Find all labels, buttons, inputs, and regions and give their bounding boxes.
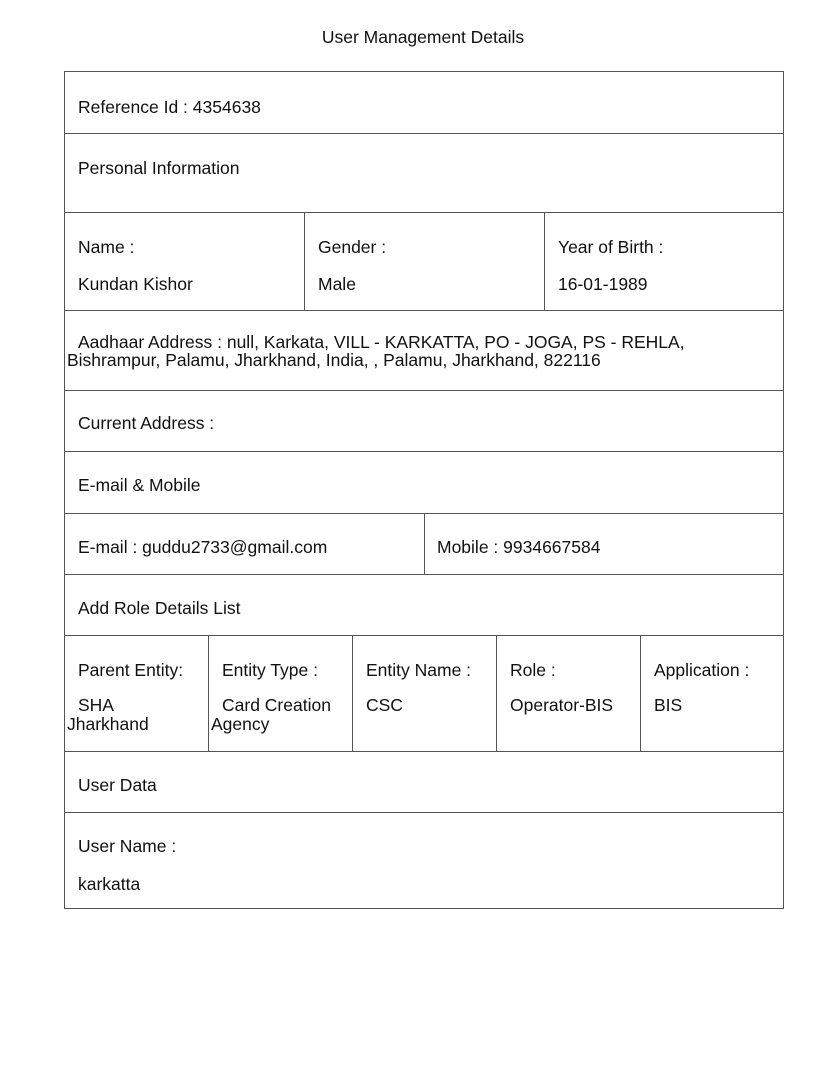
mobile-cell (425, 514, 783, 574)
username-label: User Name : (78, 836, 177, 856)
role-value: Operator-BIS (510, 695, 614, 715)
entity-type-value-line2: Agency (211, 714, 270, 734)
name-label: Name : (78, 237, 135, 257)
yob-value: 16-01-1989 (558, 274, 648, 294)
mobile-value: Mobile : 9934667584 (437, 537, 601, 557)
entity-name-label: Entity Name : (366, 660, 472, 680)
personal-info-heading: Personal Information (78, 158, 240, 178)
aadhaar-address (67, 333, 685, 369)
entity-type-value-line1: Card Creation (222, 695, 331, 715)
parent-entity-value-line2: Jharkhand (67, 714, 149, 734)
aadhaar-address-row (65, 311, 783, 391)
yob-cell (545, 213, 783, 310)
details-table (64, 71, 784, 909)
username-row (65, 813, 783, 908)
role-heading: Add Role Details List (78, 598, 241, 618)
personal-details-row (65, 213, 783, 311)
parent-entity-cell (65, 636, 209, 751)
entity-name-value: CSC (366, 695, 403, 715)
document-title: User Management Details (321, 27, 525, 47)
application-value: BIS (654, 695, 683, 715)
application-cell (641, 636, 783, 751)
entity-type-cell (209, 636, 353, 751)
gender-label: Gender : (318, 237, 387, 257)
entity-name-cell (353, 636, 497, 751)
aadhaar-address-line1: Aadhaar Address : null, Karkata, VILL - KARKATTA, PO - JOGA, PS - REHLA, (78, 332, 685, 352)
yob-label: Year of Birth : (558, 237, 664, 257)
current-address: Current Address : (78, 413, 215, 433)
user-data-heading: User Data (78, 775, 157, 795)
role-details-row (65, 636, 783, 752)
email-value: E-mail : guddu2733@gmail.com (78, 537, 328, 557)
role-label: Role : (510, 660, 556, 680)
user-data-heading-row (65, 752, 783, 813)
name-value: Kundan Kishor (78, 274, 193, 294)
role-heading-row (65, 575, 783, 636)
username-value: karkatta (78, 874, 141, 894)
parent-entity-label: Parent Entity: (78, 660, 184, 680)
contact-heading: E-mail & Mobile (78, 475, 201, 495)
entity-type-label: Entity Type : (222, 660, 318, 680)
aadhaar-address-line2: Bishrampur, Palamu, Jharkhand, India, , Palamu, Jharkhand, 822116 (67, 350, 601, 370)
name-cell (65, 213, 305, 310)
reference-id: Reference Id : 4354638 (78, 97, 261, 117)
role-cell (497, 636, 641, 751)
email-cell (65, 514, 425, 574)
current-address-row (65, 391, 783, 452)
parent-entity-value-line1: SHA (78, 695, 114, 715)
gender-value: Male (318, 274, 356, 294)
application-label: Application : (654, 660, 750, 680)
personal-info-row (65, 134, 783, 213)
gender-cell (305, 213, 545, 310)
reference-row (65, 72, 783, 134)
contact-row (65, 514, 783, 575)
contact-heading-row (65, 452, 783, 514)
